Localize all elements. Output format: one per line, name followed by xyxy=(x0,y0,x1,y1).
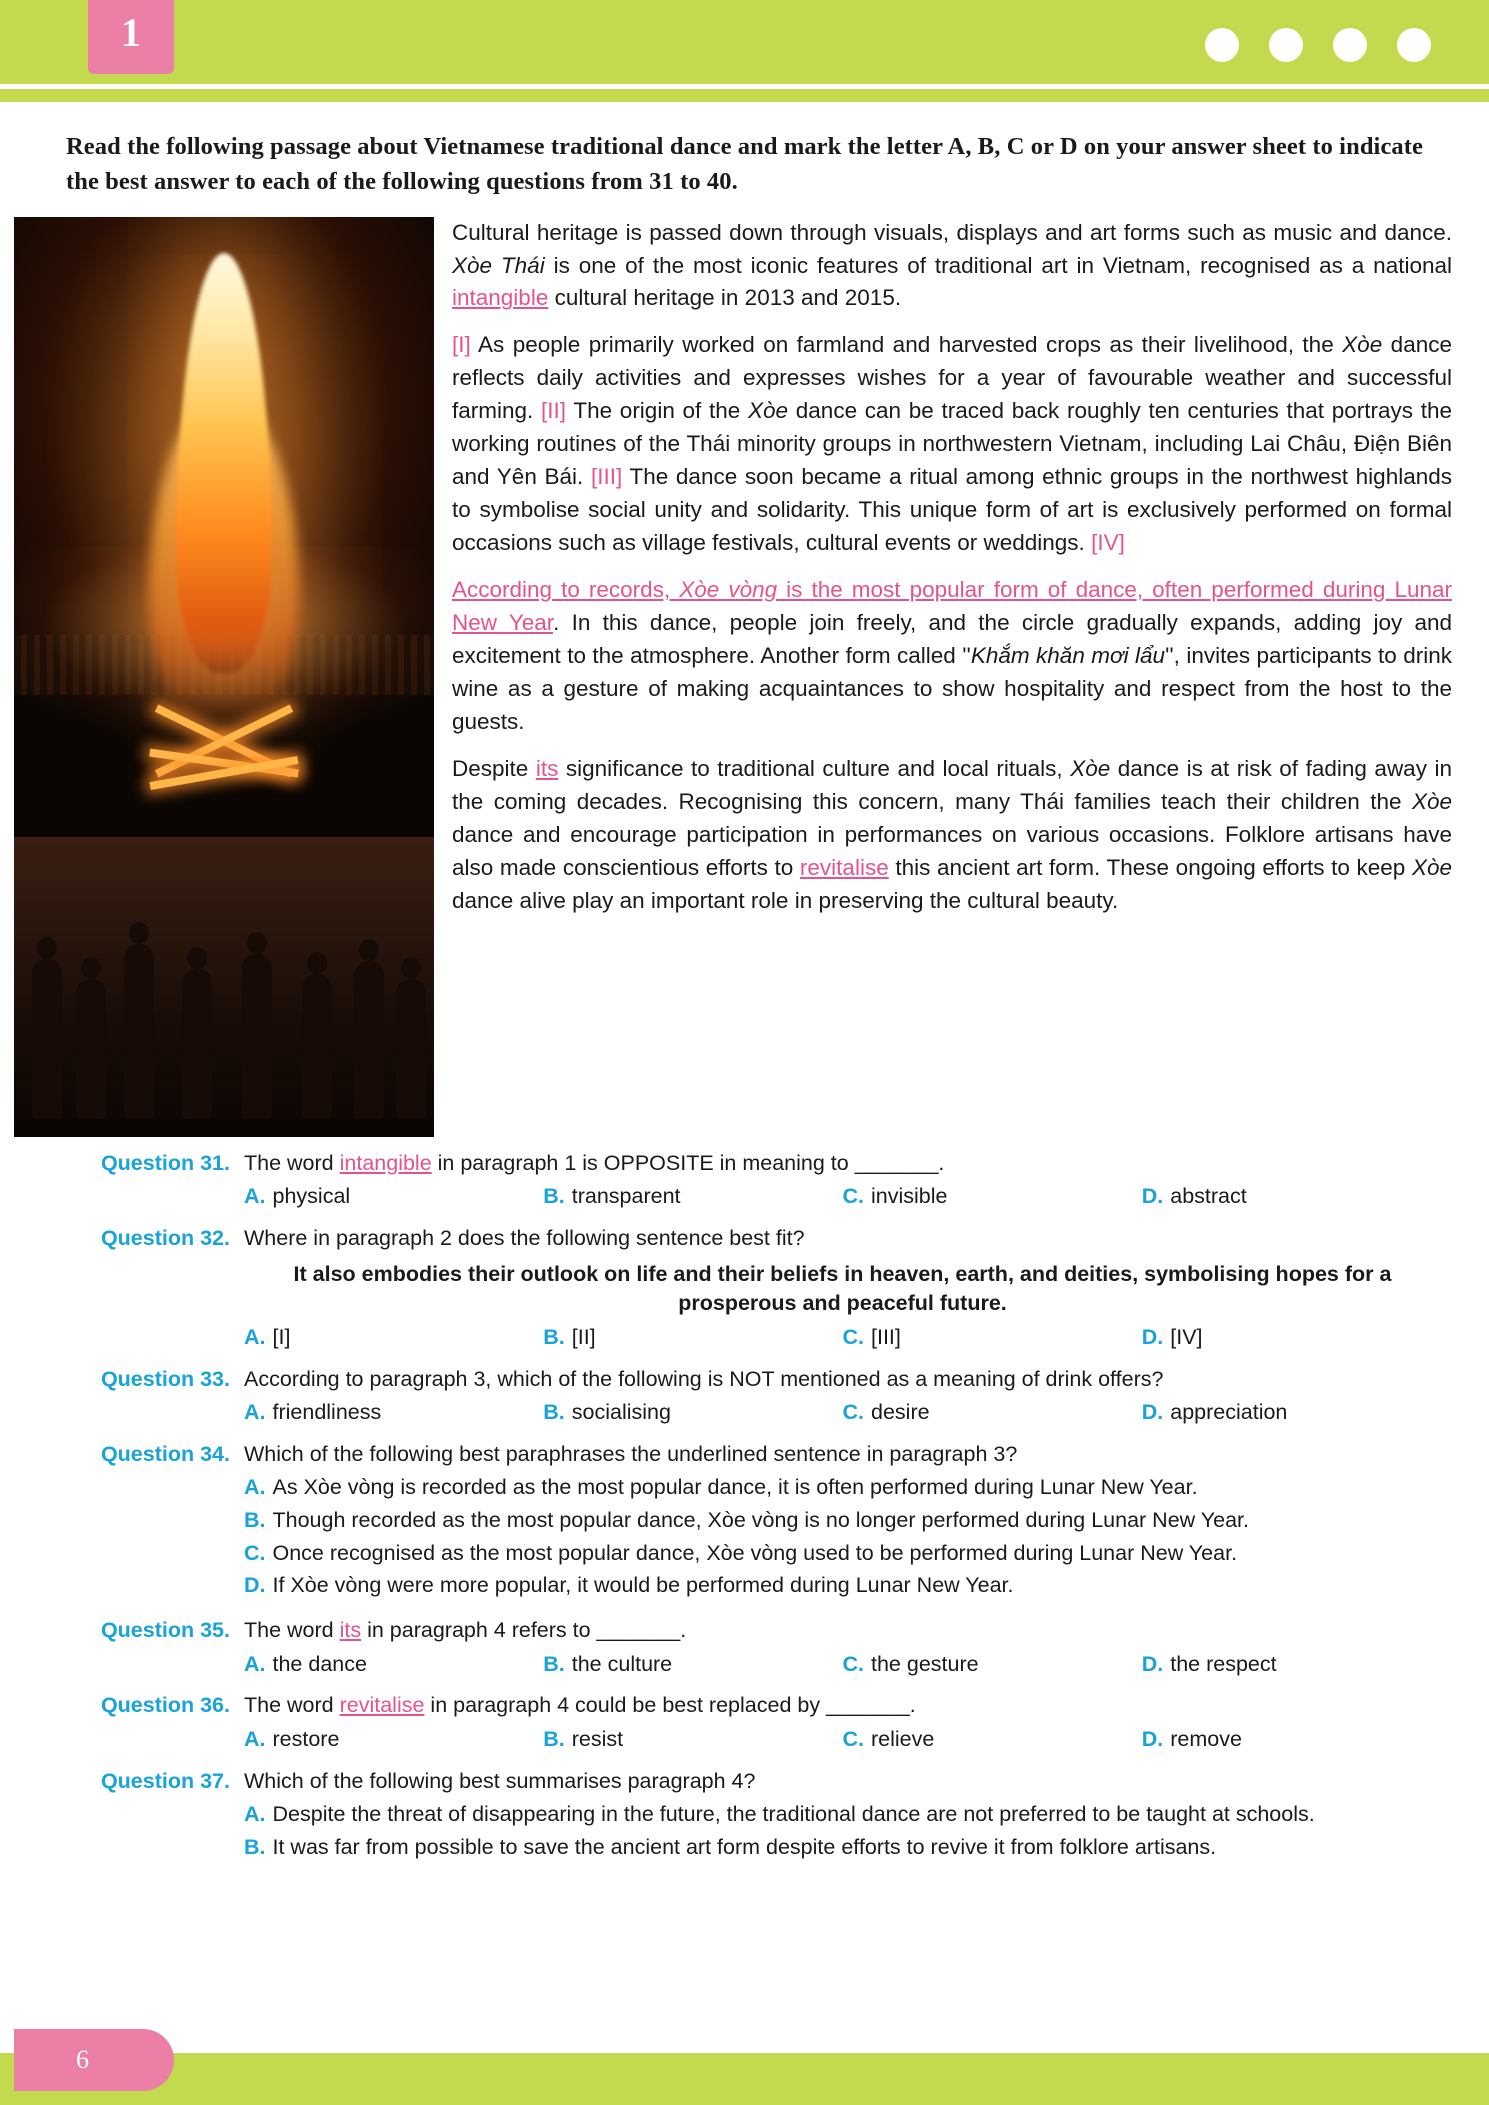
question-32 xyxy=(62,1224,1441,1353)
option-c[interactable]: C. relieve xyxy=(842,1727,935,1752)
question-34-label: Question 34. xyxy=(100,1441,230,1466)
header-band-lower xyxy=(0,92,1489,102)
question-32-body xyxy=(244,1224,1441,1353)
keyword-its: its xyxy=(535,755,559,781)
question-33 xyxy=(62,1365,1441,1428)
question-36 xyxy=(62,1691,1441,1754)
passage-paragraph-3: According to records, Xòe vòng is the most popular form of dance, often performed during Lunar New Year. In this dance, people join freely, and the circle gradually expands, adding joy and excitement to the atmosphere. Another form called ''Khắm khăn mơi lẩu'', invites participants to drink wine as a gesture of making acquaintances to show hospitality and respect from the host to the guests. xyxy=(452,577,1453,734)
question-36-stem: The word revitalise in paragraph 4 could be best replaced by _______. xyxy=(244,1693,916,1718)
dancer-silhouette xyxy=(124,944,154,1119)
option-b[interactable]: B. the culture xyxy=(543,1651,673,1676)
header-dot-icon xyxy=(1269,28,1303,62)
option-c[interactable]: C. [III] xyxy=(842,1324,901,1349)
campfire-logs xyxy=(139,687,309,807)
question-33-body xyxy=(244,1365,1441,1428)
question-31-label: Question 31. xyxy=(100,1150,230,1175)
passage-paragraph-1: Cultural heritage is passed down through visuals, displays and art forms such as music and dance. Xòe Thái is one of the most iconic features of traditional art in Vietnam, recognised as a national intangible cultural heritage in 2013 and 2015. xyxy=(452,219,1452,311)
question-35-label: Question 35. xyxy=(100,1618,230,1643)
option-a[interactable]: A. Despite the threat of disappearing in the future, the traditional dance are not preferred to be taught at schools. xyxy=(244,1802,1315,1827)
unit-number-tab: 1 xyxy=(88,0,174,74)
question-33-stem: According to paragraph 3, which of the following is NOT mentioned as a meaning of drink offers? xyxy=(244,1366,1164,1391)
marker-IV: [IV] xyxy=(1091,530,1125,556)
keyword-intangible: intangible xyxy=(339,1150,432,1175)
header-dot-icon xyxy=(1205,28,1239,62)
bonfire-dance-photo xyxy=(14,217,434,1137)
question-37-options xyxy=(244,1800,1441,1862)
question-36-label: Question 36. xyxy=(100,1693,230,1718)
question-36-body xyxy=(244,1691,1441,1754)
question-34-body xyxy=(244,1440,1441,1604)
footer-band xyxy=(0,2053,1489,2105)
question-31-stem: The word intangible in paragraph 1 is OPPOSITE in meaning to _______. xyxy=(244,1150,945,1175)
underlined-sentence: According to records, xyxy=(452,577,680,603)
option-d[interactable]: D. abstract xyxy=(1141,1184,1247,1209)
question-32-label: Question 32. xyxy=(100,1225,230,1250)
question-35-body xyxy=(244,1616,1441,1679)
question-37-body xyxy=(244,1767,1441,1866)
option-a[interactable]: A. friendliness xyxy=(244,1400,382,1425)
reading-passage xyxy=(452,217,1452,918)
dancer-silhouette xyxy=(182,969,212,1119)
option-c[interactable]: C. the gesture xyxy=(842,1651,979,1676)
option-a[interactable]: A. restore xyxy=(244,1727,340,1752)
question-34-stem: Which of the following best paraphrases the underlined sentence in paragraph 3? xyxy=(244,1441,1018,1466)
question-33-options xyxy=(244,1398,1441,1428)
option-d[interactable]: D. [IV] xyxy=(1141,1324,1203,1349)
option-c[interactable]: C. desire xyxy=(842,1400,930,1425)
option-b[interactable]: B. It was far from possible to save the ancient art form despite efforts to revive it from folklore artisans. xyxy=(244,1835,1217,1860)
option-b[interactable]: B. resist xyxy=(543,1727,624,1752)
question-32-insert-sentence: It also embodies their outlook on life and their beliefs in heaven, earth, and deities, symbolising hopes for a prosperous and peaceful future. xyxy=(293,1261,1392,1316)
question-35 xyxy=(62,1616,1441,1679)
option-d[interactable]: D. appreciation xyxy=(1141,1400,1288,1425)
passage-area xyxy=(0,217,1489,1137)
option-b[interactable]: B. Though recorded as the most popular dance, Xòe vòng is no longer performed during Lunar New Year. xyxy=(244,1508,1249,1533)
header-dot-icon xyxy=(1397,28,1431,62)
question-32-options xyxy=(244,1323,1441,1353)
question-34-options xyxy=(244,1473,1441,1601)
question-35-stem: The word its in paragraph 4 refers to _______. xyxy=(244,1618,687,1643)
question-37 xyxy=(62,1767,1441,1866)
dancer-silhouette xyxy=(354,961,384,1119)
dancer-silhouette xyxy=(302,974,332,1119)
option-a[interactable]: A. physical xyxy=(244,1184,351,1209)
question-37-label: Question 37. xyxy=(100,1768,230,1793)
question-36-options xyxy=(244,1725,1441,1755)
keyword-revitalise: revitalise xyxy=(339,1693,425,1718)
keyword-its: its xyxy=(339,1618,362,1643)
passage-paragraph-4: Despite its significance to traditional culture and local rituals, Xòe dance is at risk of fading away in the coming decades. Recognising this concern, many Thái families teach their children the Xòe dance and encourage participation in performances on various occasions. Folklore artisans have also made conscientious efforts to revitalise this ancient art form. These ongoing efforts to keep Xòe dance alive play an important role in preserving the cultural beauty. xyxy=(452,755,1453,913)
option-c[interactable]: C. Once recognised as the most popular dance, Xòe vòng used to be performed during Lunar New Year. xyxy=(244,1540,1238,1565)
question-33-label: Question 33. xyxy=(100,1366,230,1391)
marker-I: [I] xyxy=(452,332,471,358)
option-a[interactable]: A. As Xòe vòng is recorded as the most popular dance, it is often performed during Lunar New Year. xyxy=(244,1475,1198,1500)
question-35-options xyxy=(244,1650,1441,1680)
option-b[interactable]: B. transparent xyxy=(543,1184,681,1209)
marker-III: [III] xyxy=(590,464,623,490)
header-dot-icon xyxy=(1333,28,1367,62)
option-d[interactable]: D. remove xyxy=(1141,1727,1242,1752)
option-a[interactable]: A. [I] xyxy=(244,1324,291,1349)
question-31 xyxy=(62,1149,1441,1212)
instruction-text: Read the following passage about Vietnamese traditional dance and mark the letter A, B, C or D on your answer sheet to indicate the best answer to each of the following questions from 31 to 40. xyxy=(66,133,1424,195)
questions-list xyxy=(62,1149,1441,1866)
passage-paragraph-2: [I] As people primarily worked on farmland and harvested crops as their livelihood, the Xòe dance reflects daily activities and expresses wishes for a year of favourable weather and successful farming. [II] The origin of the Xòe dance can be traced back roughly ten centuries that portrays the working routines of the Thái minority groups in northwestern Vietnam, including Lai Châu, Điện Biên and Yên Bái. [III] The dance soon became a ritual among ethnic groups in the northwest highlands to symbolise social unity and solidarity. This unique form of art is exclusively performed on formal occasions such as village festivals, cultural events or weddings. [IV] xyxy=(452,332,1453,556)
option-d[interactable]: D. the respect xyxy=(1141,1651,1277,1676)
option-c[interactable]: C. invisible xyxy=(842,1184,948,1209)
header-dots xyxy=(1205,28,1431,62)
option-a[interactable]: A. the dance xyxy=(244,1651,367,1676)
keyword-intangible: intangible xyxy=(452,285,549,311)
question-34 xyxy=(62,1440,1441,1604)
dancer-silhouette xyxy=(242,954,272,1119)
keyword-revitalise: revitalise xyxy=(799,854,889,880)
page-number: 6 xyxy=(14,2029,174,2091)
question-31-body xyxy=(244,1149,1441,1212)
dancer-silhouette xyxy=(396,979,426,1119)
question-31-options xyxy=(244,1182,1441,1212)
marker-II: [II] xyxy=(541,398,567,424)
question-37-stem: Which of the following best summarises paragraph 4? xyxy=(244,1768,756,1793)
dancer-silhouette xyxy=(76,979,106,1119)
option-b[interactable]: B. [II] xyxy=(543,1324,596,1349)
page-content xyxy=(0,130,1489,1866)
header-divider xyxy=(0,84,1489,89)
option-b[interactable]: B. socialising xyxy=(543,1400,671,1425)
option-d[interactable]: D. If Xòe vòng were more popular, it would be performed during Lunar New Year. xyxy=(244,1573,1014,1598)
dancer-silhouette xyxy=(32,959,62,1119)
question-32-stem: Where in paragraph 2 does the following sentence best fit? xyxy=(244,1225,805,1250)
